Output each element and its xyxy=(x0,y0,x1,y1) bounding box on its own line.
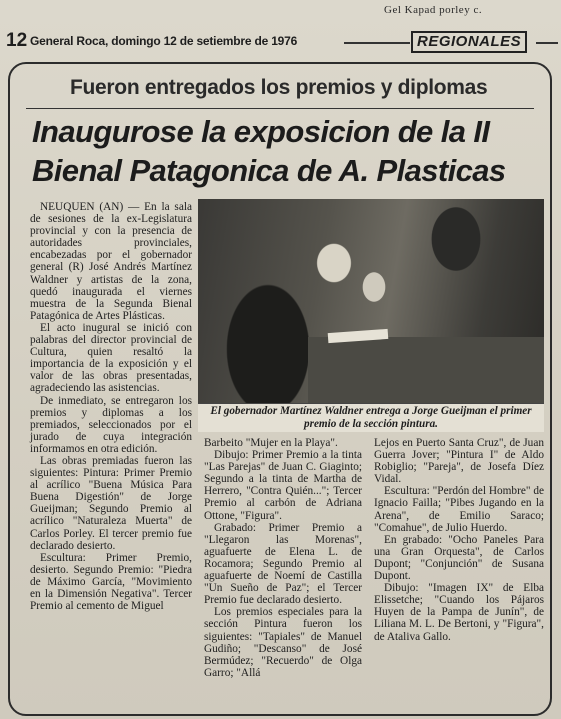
article-headline: Inaugurose la exposicion de la II Bienal Patagonica de A. Plasticas xyxy=(32,114,506,188)
paragraph: Las obras premiadas fueron las siguientes: Pintura: Primer Premio al acrílico "Buena Música Para Buena Digestión" de Jorge Gueijman; Segundo Premio al acrílico "Naturaleza Muerta" de Carlos Porley. El tercer premio fue declarado desierto. xyxy=(30,454,192,552)
paragraph: Escultura: "Perdón del Hombre" de Ignacio Failla; "Pibes Jugando en la Arena", de Emilio Saraco; "Comahue", de Julio Huerdo. xyxy=(374,485,544,534)
page-header xyxy=(4,30,556,56)
paragraph: Dibujo: "Imagen IX" de Elba Elissetche; "Cuando los Pájaros Huyen de la Pampa de Junín", de Liliana M. L. De Bertoni, y "Figura", de Atalivа Gallo. xyxy=(374,582,544,643)
article-kicker: Fueron entregados los premios y diplomas xyxy=(70,76,488,99)
paragraph: En grabado: "Ocho Paneles Para una Gran Orquesta", de Carlos Dupont; "Conjunción" de Susana Dupont. xyxy=(374,533,544,583)
article-column-2 xyxy=(204,437,362,679)
paragraph: NEUQUEN (AN) — En la sala de sesiones de la ex-Legislatura provincial y con la presencia de autoridades provinciales, encabezadas por el gobernador general (R) José Andrés Martínez Waldner y artistas de la zona, quedó inaugurada el viernes muestra de la Segunda Bienal Patagónica de Artes Plásticas. xyxy=(30,201,192,322)
photo-caption xyxy=(198,403,544,432)
header-rule-right xyxy=(536,42,558,44)
section-label: REGIONALES xyxy=(411,31,527,53)
award-photo xyxy=(198,199,544,403)
photo-table-shape xyxy=(308,337,544,403)
paragraph: Escultura: Primer Premio, desierto. Segundo Premio: "Piedra de Máximo García, "Movimiento en la Dimensión Negativa". Tercer Premio al cemento de Miguel xyxy=(30,551,192,613)
paragraph: Barbeito "Mujer en la Playa". xyxy=(204,437,338,449)
paragraph: El acto inugural se inició con palabras del director provincial de Cultura, quien resaltó la importancia de la exposición y el valor de las obras presentadas, agradeciendo las asistencias. xyxy=(30,321,192,395)
archive-stamp: Gel Kapad porley c. xyxy=(384,4,483,16)
paragraph: De inmediato, se entregaron los premios y diplomas a los premiados, seleccionados por el jurado de cuya integración informamos en otra edición. xyxy=(30,394,192,455)
article-column-1 xyxy=(30,201,192,612)
page-number: 12 xyxy=(6,30,28,51)
header-rule xyxy=(344,42,410,44)
photo-caption-text: El gobernador Martínez Waldner entrega a Jorge Gueijman el primer premio de la sección pintura. xyxy=(210,405,532,430)
paragraph: Grabado: Primer Premio a "Llegaron las Morenas", aguafuerte de Elena L. de Rocamora; Segundo Premio al aguafuerte de Noemí de Castilla "Un Sueño de Paz"; el Tercer Premio fue declarado desierto. xyxy=(204,521,362,607)
dateline: General Roca, domingo 12 de setiembre de 1976 xyxy=(30,34,298,48)
paragraph: Dibujo: Primer Premio a la tinta "Las Parejas" de Juan C. Giaginto; Segundo a la tinta de Martha de Herrero, "Contra Quién..."; Tercer Premio al carbón de Adriana Ottone, "Figura". xyxy=(204,449,362,522)
article-column-3 xyxy=(374,437,544,643)
paragraph: Los premios especiales para la sección Pintura fueron los siguientes: "Tapiales" de Manuel Gudiño; "Descanso" de José Bermúdez; "Recuerdo" de Olga Garro; "Allá xyxy=(204,606,362,679)
paragraph: Lejos en Puerto Santa Cruz", de Juan Guerra Jover; "Pintura I" de Aldo Robiglio; "Pareja", de Josefa Díez Vidal. xyxy=(374,437,544,486)
kicker-rule xyxy=(26,108,534,109)
